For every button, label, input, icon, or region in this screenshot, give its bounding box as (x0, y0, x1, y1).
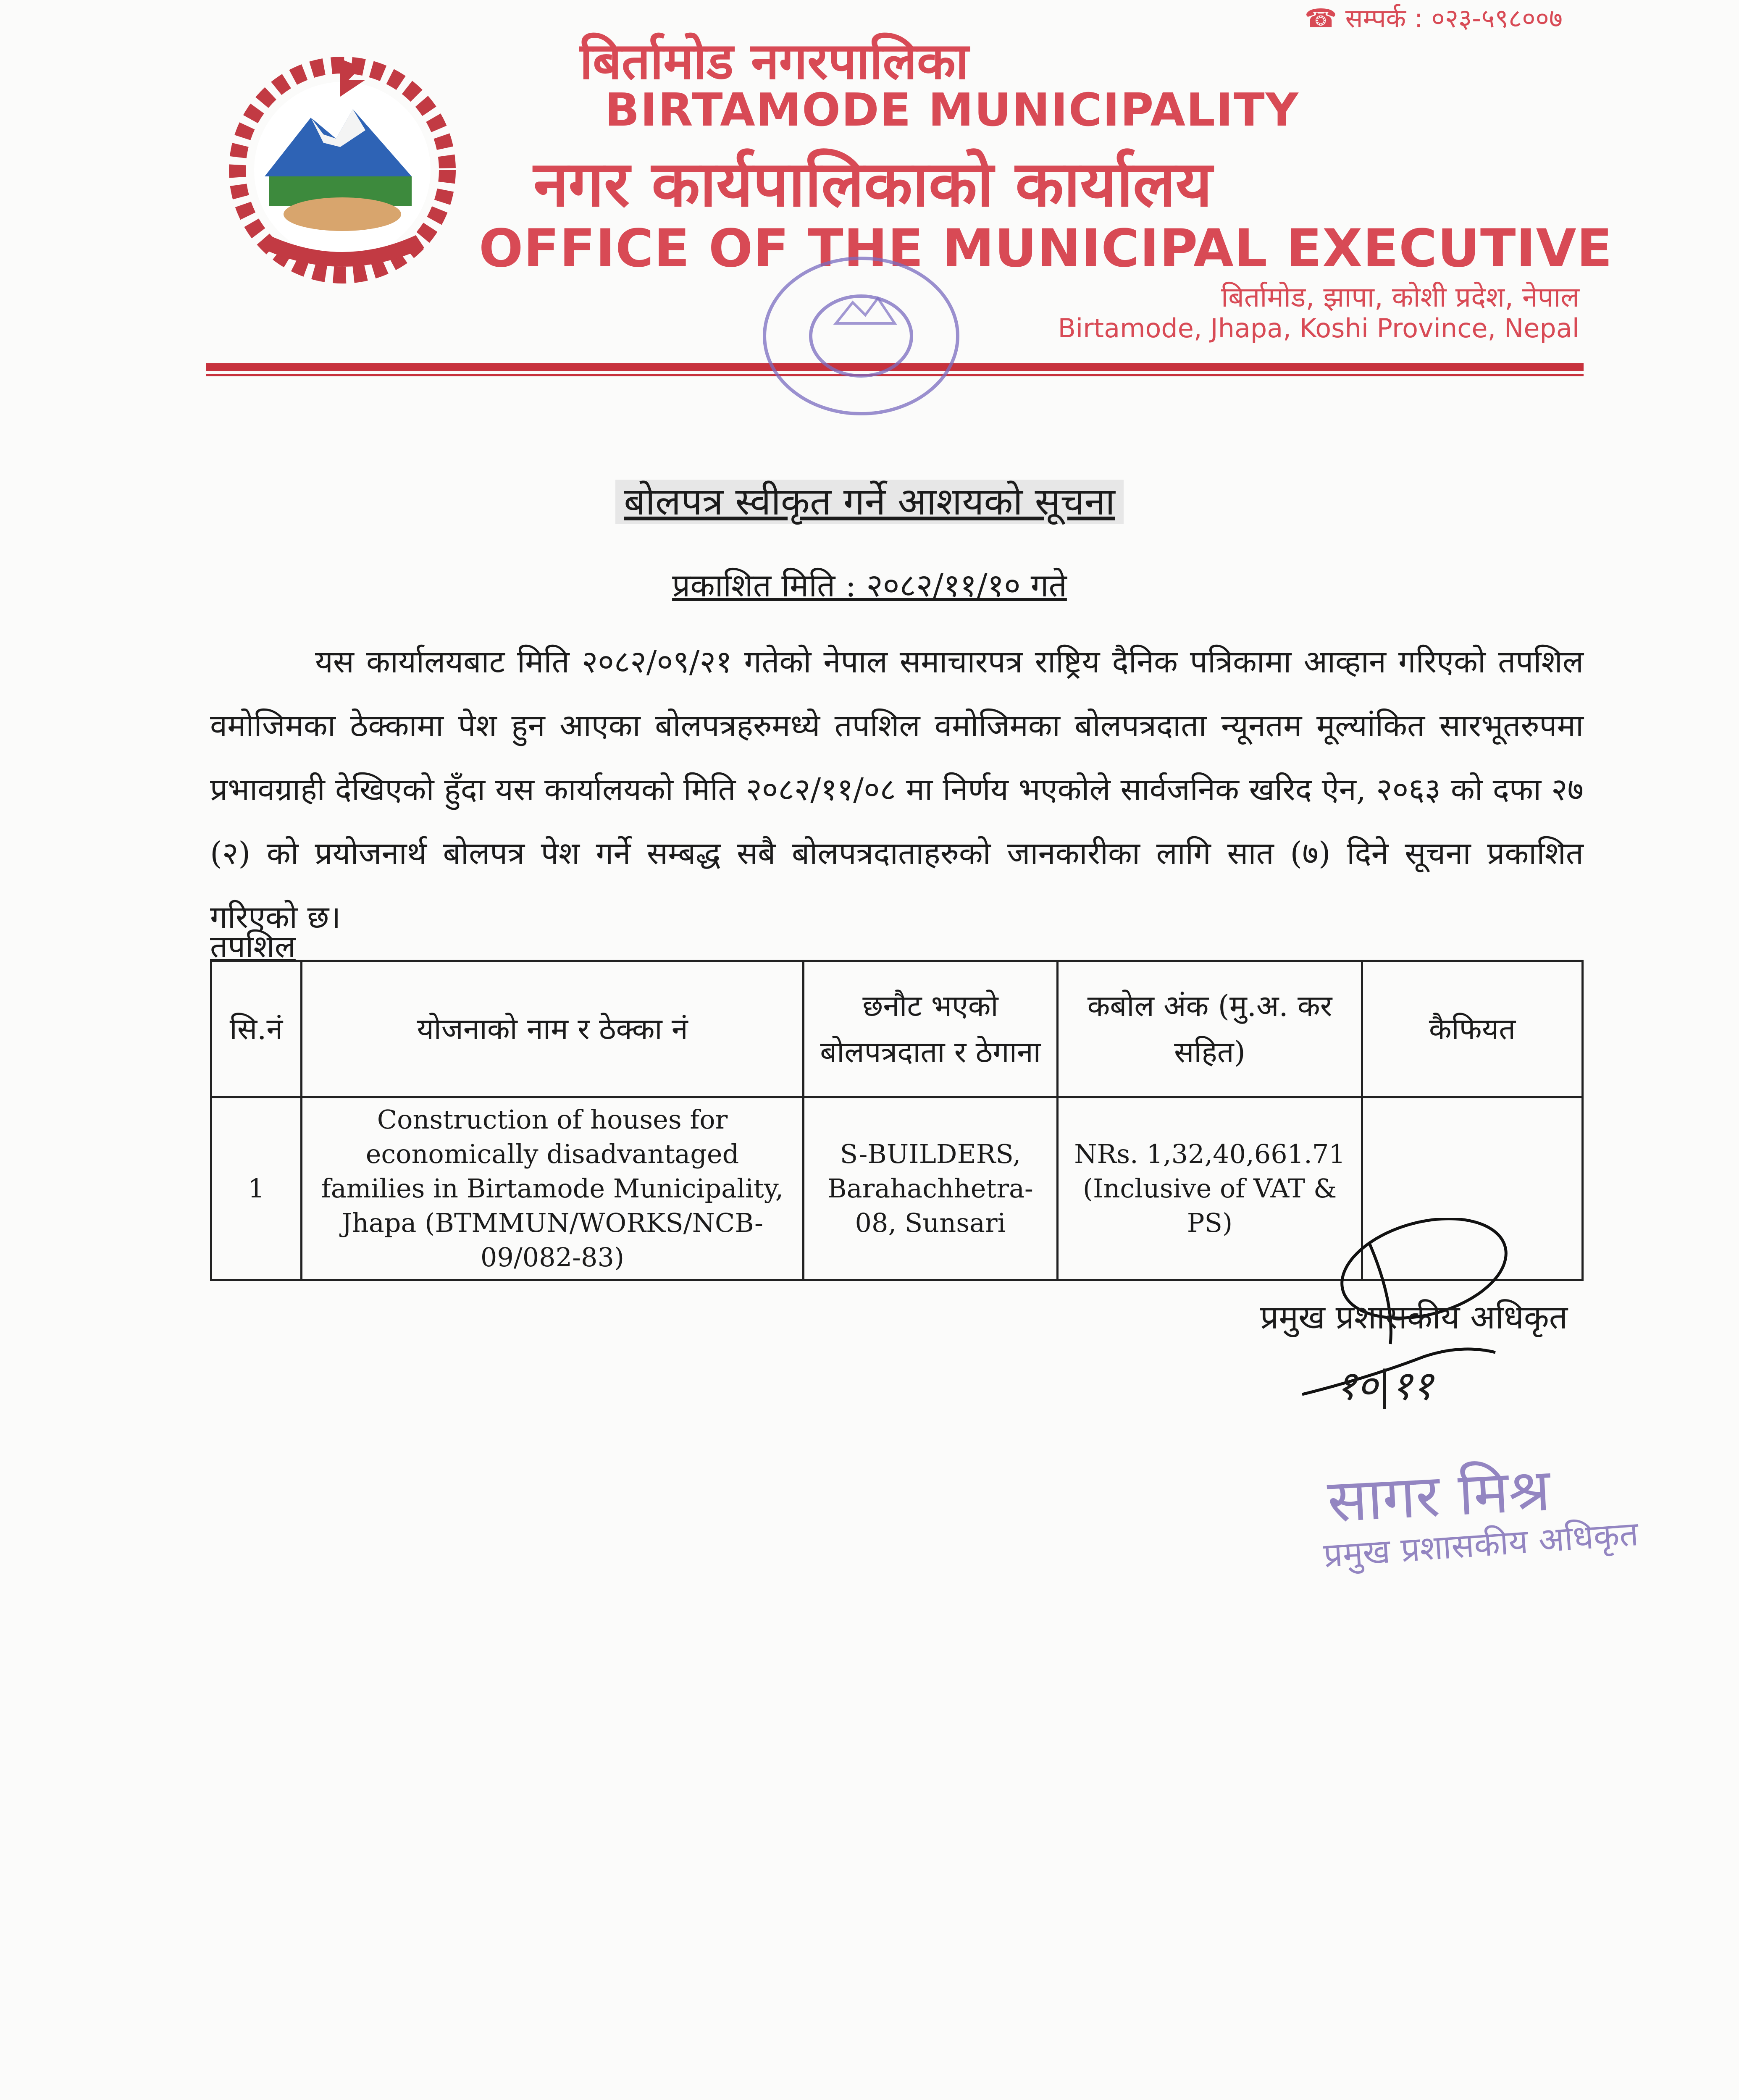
nepal-emblem-icon (214, 50, 470, 286)
address-np: बिर्तामोड, झापा, कोशी प्रदेश, नेपाल (1221, 281, 1579, 313)
notice-heading: बोलपत्र स्वीकृत गर्ने आशयको सूचना (0, 475, 1739, 526)
office-title-np: नगर कार्यपालिकाको कार्यालय (533, 148, 1212, 221)
contact-phone: ☎ सम्पर्क : ०२३-५९८००७ (1304, 3, 1563, 34)
officer-stamp-title: प्रमुख प्रशासकीय अधिकृत (1322, 1514, 1640, 1575)
published-date: प्रकाशित मिति : २०८२/११/१० गते (672, 567, 1067, 604)
notice-body: यस कार्यालयबाट मिति २०८२/०९/२१ गतेको नेपाल समाचारपत्र राष्ट्रिय दैनिक पत्रिकामा आव्हान गरिएको तपशिल वमोजिमका ठेक्कामा पेश हुन आएका बोलपत्रहरुमध्ये तपशिल वमोजिमका बोलपत्रदाता न्यूनतम मूल्यांकित सारभूतरुपमा प्रभावग्राही देखिएको हुँदा यस कार्यालयको मिति २०८२/११/०८ मा निर्णय भएकोले सार्वजनिक खरिद ऐन, २०६३ को दफा २७ (२) को प्रयोजनार्थ बोलपत्र पेश गर्ने सम्बद्ध सबै बोलपत्रदाताहरुको जानकारीका लागि सात (७) दिने सूचना प्रकाशित गरिएको छ। (210, 644, 1584, 935)
col-header-remarks: कैफियत (1362, 961, 1583, 1097)
cell-project: Construction of houses for economically disadvantaged families in Birtamode Municipality, Jhapa (BTMMUN/WORKS/NCB-09/082-83) (302, 1097, 804, 1280)
office-seal-stamp-icon (714, 252, 1008, 479)
cell-sn: 1 (211, 1097, 302, 1280)
address-en: Birtamode, Jhapa, Koshi Province, Nepal (1058, 313, 1579, 344)
col-header-bidder: छनौट भएको बोलपत्रदाता र ठेगाना (804, 961, 1058, 1097)
col-header-project: योजनाको नाम र ठेक्का नं (302, 961, 804, 1097)
signatory-title: प्रमुख प्रशासकीय अधिकृत (1260, 1299, 1568, 1336)
municipality-title-en: BIRTAMODE MUNICIPALITY (605, 84, 1299, 136)
cell-amount: NRs. 1,32,40,661.71 (Inclusive of VAT & PS) (1058, 1097, 1362, 1280)
cell-bidder: S-BUILDERS, Barahachhetra-08, Sunsari (804, 1097, 1058, 1280)
office-title-en: OFFICE OF THE MUNICIPAL EXECUTIVE (479, 218, 1613, 279)
details-label: तपशिल (210, 929, 296, 965)
municipality-title-np: बिर्तामोड नगरपालिका (580, 32, 969, 91)
officer-stamp-name: सागर मिश्र (1326, 1456, 1552, 1536)
col-header-sn: सि.नं (211, 961, 302, 1097)
col-header-amount: कबोल अंक (मु.अ. कर सहित) (1058, 961, 1362, 1097)
signature-date: १०|११ (1336, 1362, 1434, 1409)
table-header-row (211, 961, 1583, 1097)
